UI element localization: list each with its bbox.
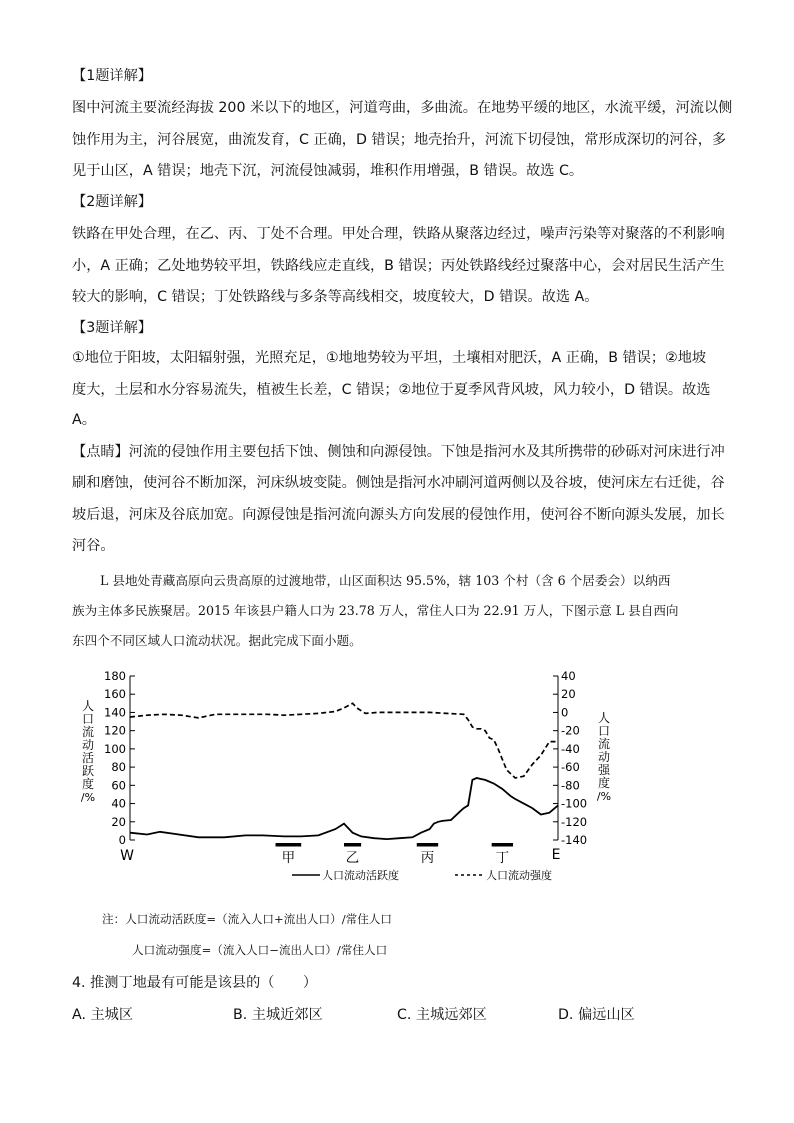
left-tick-label: 40 [111, 796, 126, 811]
right-tick-label: -120 [561, 814, 588, 829]
east-label: E [551, 847, 561, 863]
svg-text:强: 强 [597, 763, 611, 777]
left-tick-label: 0 [118, 833, 126, 847]
option-c[interactable]: C. 主城远郊区 [397, 1007, 487, 1023]
svg-text:人: 人 [597, 711, 611, 725]
key-point-text: 坡后退，河床及谷底加宽。向源侵蚀是指河流向源头方向发展的侵蚀作用，使河谷不断向源头发展，加长 [72, 507, 725, 523]
svg-text:流: 流 [81, 725, 95, 739]
section-heading-3: 【3题详解】 [72, 320, 152, 336]
section-heading-1: 【1题详解】 [72, 68, 152, 84]
right-tick-label: 0 [561, 705, 569, 720]
material-text: 东四个不同区域人口流动状况。据此完成下面小题。 [72, 633, 362, 648]
explanation-text-1: 见于山区，A 错误；地壳下沉，河流侵蚀减弱，堆积作用增强，B 错误。故选 C。 [72, 163, 584, 179]
left-tick-label: 140 [104, 705, 126, 720]
svg-text:/%: /% [596, 790, 612, 803]
svg-text:跃: 跃 [81, 764, 95, 778]
legend-dashed-label: 人口流动强度 [486, 869, 552, 882]
material-text: L 县地处青藏高原向云贵高原的过渡地带，山区面积达 95.5%，辖 103 个村（含 6 个居委会）以纳西 [100, 573, 671, 588]
svg-text:口: 口 [597, 724, 611, 738]
legend-solid-label: 人口流动活跃度 [322, 869, 399, 882]
right-tick-label: -80 [561, 778, 580, 793]
place-yi-marker [344, 843, 361, 847]
question-stem: 4. 推测丁地最有可能是该县的（ ） [72, 975, 318, 991]
key-point-text: 【点睛】河流的侵蚀作用主要包括下蚀、侧蚀和向源侵蚀。下蚀是指河水及其所携带的砂砾对河床进行冲 [72, 444, 725, 460]
population-flow-chart [70, 662, 730, 884]
svg-text:/%: /% [80, 791, 96, 804]
option-b[interactable]: B. 主城近郊区 [233, 1007, 323, 1023]
place-ding-label: 丁 [495, 850, 510, 866]
svg-text:口: 口 [81, 712, 95, 726]
svg-text:动: 动 [81, 738, 95, 752]
svg-text:动: 动 [597, 750, 611, 764]
place-jia-label: 甲 [281, 850, 296, 866]
svg-text:度: 度 [597, 776, 611, 790]
right-tick-label: 20 [561, 687, 576, 702]
note-intensity-formula: 人口流动强度=（流入人口−流出人口）/常住人口 [132, 943, 388, 957]
svg-text:人: 人 [81, 699, 95, 713]
explanation-text-3: 度大，土层和水分容易流失，植被生长差，C 错误；②地位于夏季风背风坡，风力较小，D 错误。故选 [72, 382, 711, 398]
left-tick-label: 60 [111, 778, 126, 793]
explanation-text-3: ①地位于阳坡，太阳辐射强，光照充足，①地地势较为平坦，土壤相对肥沃，A 正确，B 错误；②地坡 [72, 350, 707, 366]
explanation-text-1: 蚀作用为主，河谷展宽，曲流发育，C 正确，D 错误；地壳抬升，河流下切侵蚀，常形成深切的河谷，多 [72, 132, 727, 148]
series-line-population-flow-activity [130, 778, 558, 839]
svg-text:度: 度 [81, 777, 95, 791]
left-tick-label: 180 [104, 669, 126, 683]
right-tick-label: -100 [561, 796, 588, 811]
left-tick-label: 20 [111, 814, 126, 829]
right-tick-label: -140 [561, 833, 588, 847]
section-heading-2: 【2题详解】 [72, 194, 152, 210]
right-tick-label: -40 [561, 741, 580, 756]
left-axis-title [81, 699, 95, 804]
key-point-text: 河谷。 [72, 538, 115, 554]
right-tick-label: 40 [561, 669, 576, 683]
right-axis-title [597, 711, 611, 803]
place-ding-marker [492, 843, 513, 847]
left-tick-label: 80 [111, 760, 126, 775]
right-tick-label: -60 [561, 760, 580, 775]
note-activity-formula: 注：人口流动活跃度=（流入人口+流出人口）/常住人口 [102, 912, 392, 926]
left-tick-label: 120 [104, 723, 126, 738]
west-label: W [120, 848, 134, 864]
material-text: 族为主体多民族聚居。2015 年该县户籍人口为 23.78 万人，常住人口为 22.91 万人，下图示意 L 县自西向 [72, 603, 679, 618]
left-tick-label: 100 [104, 741, 126, 756]
svg-text:流: 流 [597, 737, 611, 751]
explanation-text-2: 较大的影响，C 错误；丁处铁路线与多条等高线相交，坡度较大，D 错误。故选 A。 [72, 289, 599, 305]
left-tick-label: 160 [104, 687, 126, 702]
svg-text:活: 活 [81, 751, 95, 765]
option-d[interactable]: D. 偏远山区 [558, 1007, 635, 1023]
place-bing-label: 丙 [420, 850, 435, 866]
key-point-text: 刷和磨蚀，使河谷不断加深，河床纵坡变陡。侧蚀是指河水冲刷河道两侧以及谷坡，使河床左右迁徙，谷 [72, 475, 725, 491]
explanation-text-1: 图中河流主要流经海拔 200 米以下的地区，河道弯曲，多曲流。在地势平缓的地区，水流平缓，河流以侧 [72, 100, 733, 116]
explanation-text-2: 铁路在甲处合理，在乙、丙、丁处不合理。甲处合理，铁路从聚落边经过，噪声污染等对聚落的不利影响 [72, 226, 725, 242]
series-line-population-flow-intensity [130, 703, 558, 778]
place-jia-marker [276, 843, 302, 847]
explanation-text-3: A。 [72, 412, 96, 428]
right-tick-label: -20 [561, 723, 580, 738]
explanation-text-2: 小，A 正确；乙处地势较平坦，铁路线应走直线，B 错误；丙处铁路线经过聚落中心，会对居民生活产生 [72, 258, 725, 274]
option-a[interactable]: A. 主城区 [72, 1007, 134, 1023]
place-bing-marker [417, 843, 438, 847]
place-yi-label: 乙 [345, 850, 360, 866]
